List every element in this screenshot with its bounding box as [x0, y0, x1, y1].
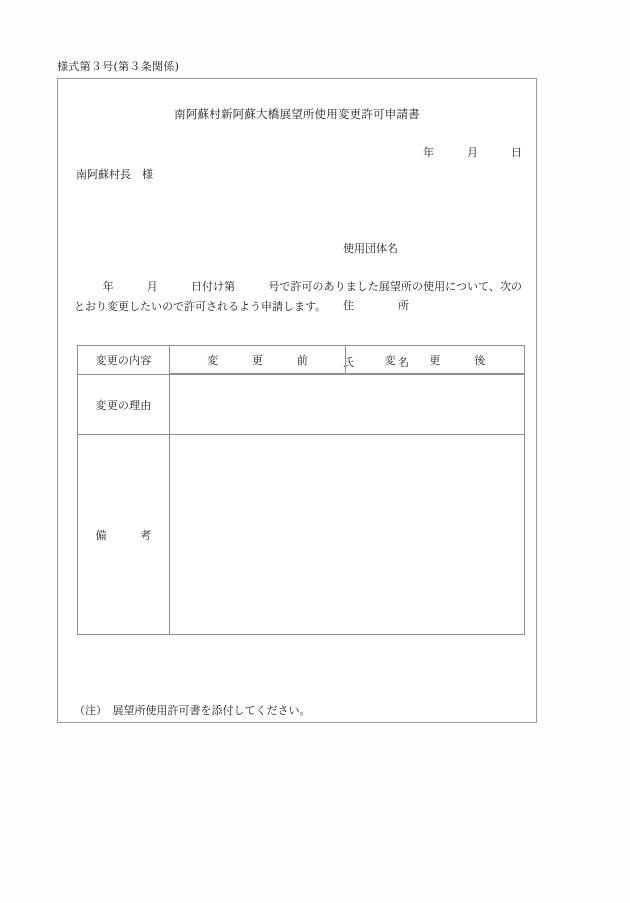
form-number: 様式第３号(第３条関係)	[57, 60, 180, 73]
cell-change-reason[interactable]	[170, 375, 525, 435]
column-header-after: 変 更 後	[346, 346, 525, 374]
name-label: 氏 名	[343, 356, 409, 369]
table-row-change-reason	[78, 375, 525, 435]
column-header-before: 変 更 前	[170, 346, 346, 374]
body-text: 年 月 日付け第 号で許可のありました展望所の使用について、次のとおり変更したいので許可されるよう申請します。	[74, 280, 522, 313]
page-title: 南阿蘇村新阿蘇大橋展望所使用変更許可申請書	[174, 107, 420, 121]
row-label-change-reason: 変更の理由	[78, 375, 170, 435]
change-details-table	[77, 345, 525, 635]
table-header-row	[78, 346, 525, 374]
row-label-remarks: 備 考	[78, 435, 170, 635]
form-frame	[57, 78, 537, 723]
organization-name-label: 使用団体名	[343, 242, 398, 255]
footer-note: （注） 展望所使用許可書を添付してください。	[74, 704, 311, 717]
date-line: 年 月 日	[423, 146, 522, 159]
table-row-remarks	[78, 435, 525, 635]
address-label: 住 所	[343, 299, 409, 312]
row-label-change-content: 変更の内容	[78, 346, 170, 375]
cell-remarks[interactable]	[170, 435, 525, 635]
addressee: 南阿蘇村長 様	[76, 168, 153, 181]
